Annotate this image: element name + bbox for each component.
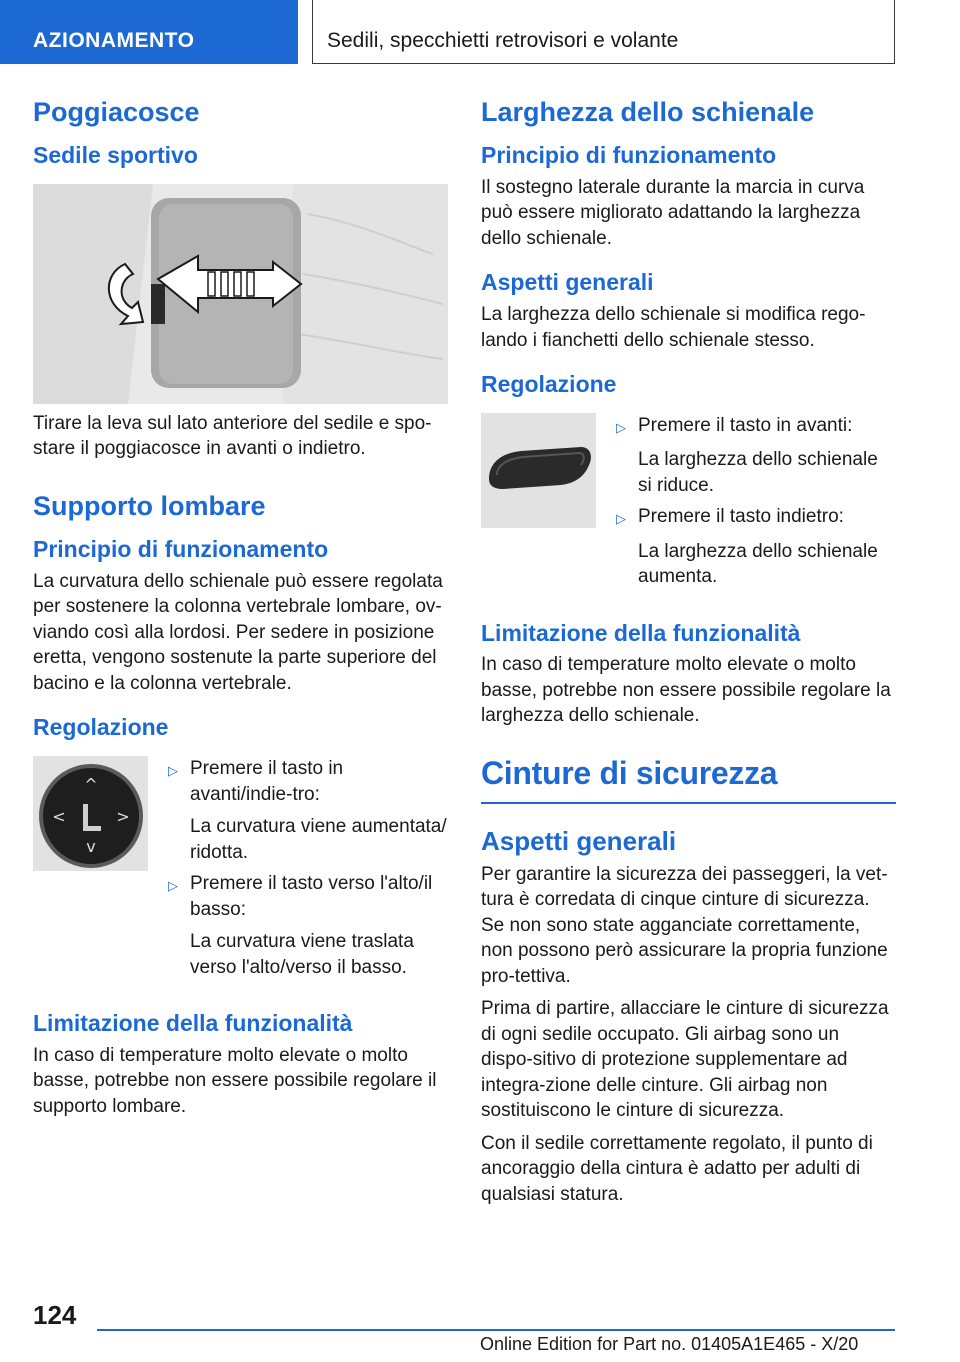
larghezza-heading: Larghezza dello schienale <box>481 97 815 127</box>
principio-text-left: La curvatura dello schienale può essere regolata per sostenere la colonna vertebrale lombare, ov-viando così alla lordosi. Per sedere in posizione eretta, vengono sostenute la parte superiore del bacino e la colonna vertebrale. <box>33 570 443 694</box>
list-item-result: La curvatura viene traslata verso l'alto/verso il basso. <box>190 931 414 978</box>
list-item-label: Premere il tasto indietro: <box>638 506 844 528</box>
list-item-result: La larghezza dello schienale si riduce. <box>638 449 878 496</box>
seat-illustration <box>33 184 448 404</box>
poggiacosce-text: Tirare la leva sul lato anteriore del sedile e spo-stare il poggiacosce in avanti o indietro. <box>33 412 432 460</box>
regolazione-list-right <box>616 413 896 596</box>
limitazione-heading-left: Limitazione della funzionalità <box>33 1010 353 1037</box>
cinture-paragraph-2: Prima di partire, allacciare le cinture di sicurezza di ogni sedile occupato. Gli airbag sono un dispo-sitivo di protezione supplementare ad integra-zione delle cinture. Gli airbag non sostituiscono le cinture di sicurezza. <box>481 998 889 1122</box>
cinture-heading: Cinture di sicurezza <box>481 755 896 804</box>
triangle-bullet-icon: ▷ <box>616 511 626 527</box>
lumbar-control-image <box>33 756 148 871</box>
principio-text-right: Il sostegno laterale durante la marcia in curva può essere migliorato adattando la larghezza dello schienale. <box>481 176 865 249</box>
page-number: 124 <box>33 1300 77 1330</box>
list-item-label: Premere il tasto in avanti: <box>638 414 853 436</box>
triangle-bullet-icon: ▷ <box>168 878 178 894</box>
principio-heading-right: Principio di funzionamento <box>481 142 777 169</box>
lumbar-knob-illustration <box>33 756 148 871</box>
list-item <box>616 504 896 532</box>
list-item <box>168 756 448 807</box>
limitazione-text-right: In caso di temperature molto elevate o molto basse, potrebbe non essere possibile regolare la larghezza dello schienale. <box>481 654 891 727</box>
right-column <box>481 96 896 1207</box>
regolazione-block-right <box>481 413 896 596</box>
regolazione-block-left <box>33 756 448 986</box>
limitazione-text-left: In caso di temperature molto elevate o molto basse, potrebbe non essere possibile regolare il supporto lombare. <box>33 1044 437 1117</box>
svg-text:>: > <box>116 807 130 827</box>
svg-text:v: v <box>86 837 96 857</box>
regolazione-heading-right: Regolazione <box>481 371 617 398</box>
cinture-paragraph-3: Con il sedile correttamente regolato, il punto di ancoraggio della cintura è adatto per adulti di qualsiasi statura. <box>481 1132 873 1205</box>
list-item <box>168 871 448 922</box>
poggiacosce-heading: Poggiacosce <box>33 97 200 127</box>
svg-text:^: ^ <box>84 775 98 795</box>
chapter-title: Sedili, specchietti retrovisori e volante <box>312 0 895 64</box>
aspetti-text-right: La larghezza dello schienale si modifica rego-lando i fianchetti dello schienale stesso. <box>481 304 866 351</box>
limitazione-heading-right: Limitazione della funzionalità <box>481 619 801 646</box>
supporto-lombare-heading: Supporto lombare <box>33 490 266 521</box>
principio-heading-left: Principio di funzionamento <box>33 536 329 563</box>
width-button-image <box>481 413 596 528</box>
cinture-aspetti-heading: Aspetti generali <box>481 825 677 856</box>
seat-thigh-support-image <box>33 184 448 404</box>
regolazione-list-left <box>168 756 448 986</box>
section-tab: AZIONAMENTO <box>0 0 298 64</box>
list-item-result: La larghezza dello schienale aumenta. <box>638 540 878 588</box>
cinture-paragraph-1: Per garantire la sicurezza dei passeggeri, la vet-tura è corredata di cinque cinture di sicurezza. Se non sono state agganciate correttamente, non possono però assicurare la propria funzione pro-tettiva. <box>481 863 888 987</box>
list-item-label: Premere il tasto in avanti/indie-tro: <box>190 758 344 805</box>
list-item-label: Premere il tasto verso l'alto/il basso: <box>190 873 433 920</box>
footer-edition: Online Edition for Part no. 01405A1E465 - X/20 <box>480 1334 859 1354</box>
list-item <box>616 413 896 441</box>
svg-text:<: < <box>52 807 66 827</box>
list-item-result: La curvatura viene aumentata/ ridotta. <box>190 816 447 863</box>
left-column <box>33 96 448 1119</box>
triangle-bullet-icon: ▷ <box>168 763 178 779</box>
sedile-sportivo-heading: Sedile sportivo <box>33 142 198 169</box>
regolazione-heading-left: Regolazione <box>33 714 169 741</box>
aspetti-heading-right: Aspetti generali <box>481 269 654 296</box>
footer-divider <box>97 1329 895 1331</box>
triangle-bullet-icon: ▷ <box>616 419 626 435</box>
width-button-illustration <box>481 413 596 528</box>
